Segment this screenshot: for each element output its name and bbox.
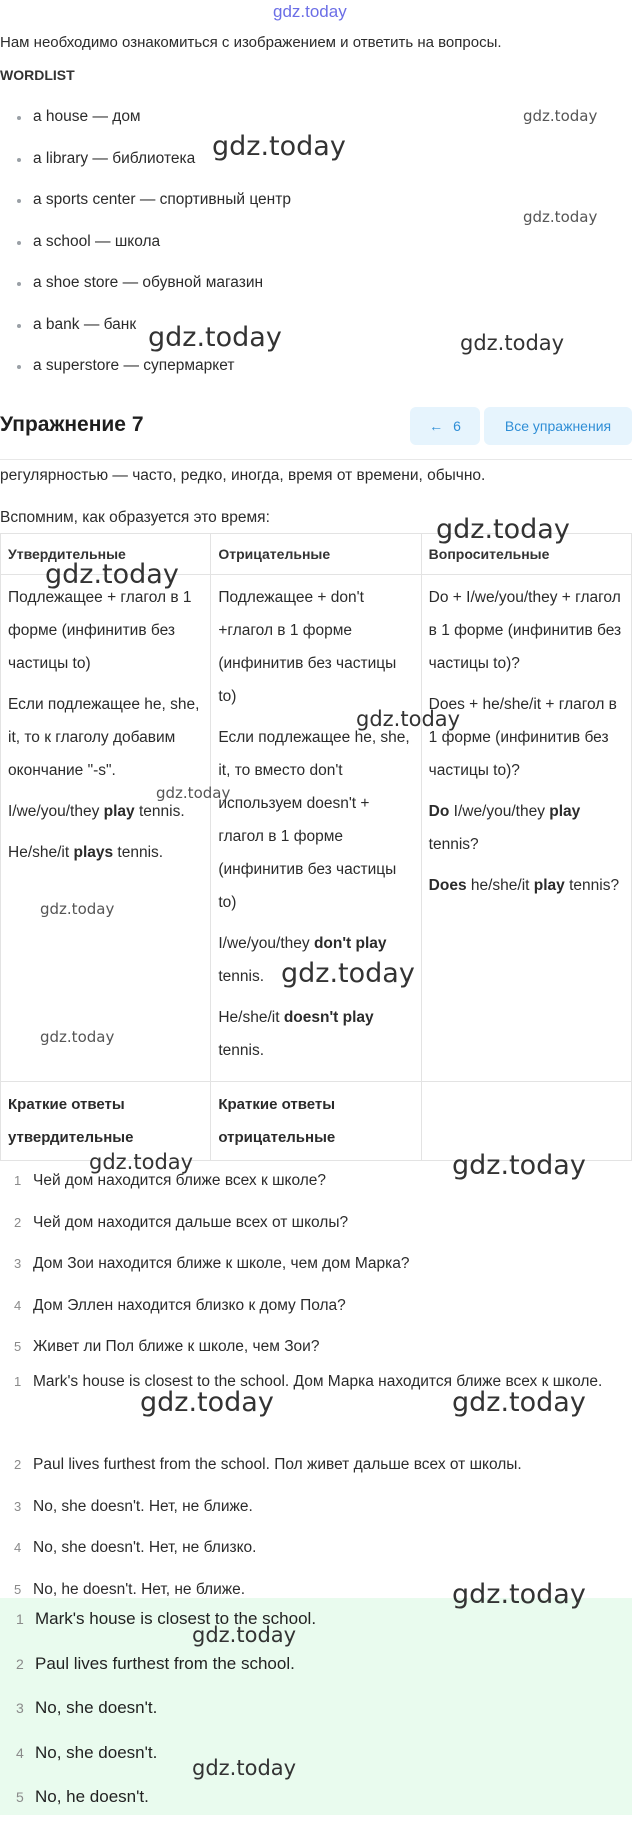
watermark: gdz.today [148, 322, 282, 353]
rule-text: Подлежащее + don't +глагол в 1 форме (инфинитив без частицы to) [218, 589, 397, 705]
table-header: Вопросительные [421, 534, 631, 575]
rule-text: Если подлежащее he, she, it, то к глаголу добавим окончание "-s". [8, 696, 200, 779]
list-item: 3 No, she doesn't. Нет, не ближе. [0, 1490, 610, 1532]
list-item: 1 Mark's house is closest to the school. [0, 1604, 316, 1649]
watermark: gdz.today [523, 107, 598, 125]
item-number: 1 [14, 1374, 22, 1389]
all-exercises-button[interactable]: Все упражнения [484, 407, 632, 445]
answers-list [0, 1365, 610, 1614]
item-number: 3 [16, 1700, 24, 1716]
list-item: 4 No, she doesn't. [0, 1738, 316, 1783]
list-item: a house — дом [0, 108, 291, 150]
table-cell [421, 1082, 631, 1161]
item-number: 1 [14, 1173, 22, 1188]
previous-exercise-button[interactable] [410, 407, 480, 445]
watermark: gdz.today [281, 958, 415, 989]
list-item: 3 No, she doesn't. [0, 1693, 316, 1738]
example: I/we/you/they don't play tennis. [218, 935, 387, 985]
watermark: gdz.today [140, 1387, 274, 1418]
item-number: 3 [14, 1498, 22, 1514]
list-item: 1 Mark's house is closest to the school. Дом Марка находится ближе всех к школе. [0, 1365, 610, 1448]
paragraph: регулярностью — часто, редко, иногда, время от времени, обычно. [0, 467, 486, 484]
item-number: 4 [16, 1744, 24, 1761]
rule-text: Does + he/she/it + глагол в 1 форме (инфинитив без частицы to)? [428, 696, 617, 779]
watermark: gdz.today [356, 707, 461, 731]
wordlist-title: WORDLIST [0, 67, 75, 83]
watermark: gdz.today [40, 1028, 115, 1046]
list-item: 4 No, she doesn't. Нет, не близко. [0, 1531, 610, 1573]
list-item: 5 No, he doesn't. [0, 1782, 316, 1827]
watermark: gdz.today [436, 514, 570, 545]
list-item: a bank — банк [0, 316, 291, 358]
list-item: 3 Дом Зои находится ближе к школе, чем дом Марка? [0, 1251, 410, 1293]
watermark: gdz.today [40, 900, 115, 918]
list-item: a school — школа [0, 233, 291, 275]
intro-text: Нам необходимо ознакомиться с изображением и ответить на вопросы. [0, 34, 502, 51]
example: He/she/it plays tennis. [8, 844, 164, 861]
item-number: 3 [14, 1256, 22, 1271]
list-item: 2 Чей дом находится дальше всех от школы? [0, 1210, 410, 1252]
table-header: Утвердительные [1, 534, 211, 575]
item-number: 5 [14, 1581, 22, 1597]
list-item: 1 Чей дом находится ближе всех к школе? [0, 1168, 410, 1210]
watermark: gdz.today [192, 1756, 297, 1780]
item-number: 4 [14, 1297, 22, 1313]
rule-text: Подлежащее + глагол в 1 форме (инфинитив без частицы to) [8, 589, 192, 672]
item-number: 1 [16, 1611, 24, 1627]
table-cell: Краткие ответы отрицательные [211, 1082, 421, 1161]
example: He/she/it doesn't play tennis. [218, 1009, 374, 1059]
rule-text: Do + I/we/you/they + глагол в 1 форме (инфинитив без частицы to)? [428, 589, 622, 672]
watermark: gdz.today [156, 784, 231, 802]
answer-box [0, 1598, 632, 1815]
table-cell [421, 575, 631, 1082]
table-cell: Краткие ответы утвердительные [1, 1082, 211, 1161]
watermark: gdz.today [452, 1150, 586, 1181]
item-number: 4 [14, 1540, 22, 1555]
watermark: gdz.today [523, 208, 598, 226]
site-logo[interactable]: gdz.today [273, 2, 347, 21]
list-item: 2 Paul lives furthest from the school. Пол живет дальше всех от школы. [0, 1448, 610, 1490]
grammar-table [0, 533, 632, 1161]
wordlist [0, 108, 291, 399]
watermark: gdz.today [212, 131, 346, 162]
exercise-title: Упражнение 7 [0, 413, 144, 436]
item-number: 2 [16, 1655, 24, 1672]
list-item: a shoe store — обувной магазин [0, 274, 291, 316]
rule-text: Если подлежащее he, she, it, то вместо don't используем doesn't + глагол в 1 форме (инфинитив без частицы to) [218, 729, 410, 911]
list-item: a library — библиотека [0, 150, 291, 192]
list-item: 5 Живет ли Пол ближе к школе, чем Зои? [0, 1334, 410, 1376]
list-item: a superstore — супермаркет [0, 357, 291, 399]
item-number: 5 [16, 1789, 24, 1805]
table-cell [1, 575, 211, 1082]
list-item: 4 Дом Эллен находится близко к дому Пола? [0, 1293, 410, 1335]
item-number: 5 [14, 1339, 22, 1354]
table-cell [211, 575, 421, 1082]
item-number: 2 [14, 1214, 22, 1230]
list-item: 5 No, he doesn't. Нет, не ближе. [0, 1573, 610, 1615]
example: Does he/she/it play tennis? [428, 877, 620, 894]
arrow-left-icon: ← [429, 418, 444, 434]
list-item: a sports center — спортивный центр [0, 191, 291, 233]
example: I/we/you/they play tennis. [8, 803, 185, 820]
previous-exercise-number: 6 [453, 418, 461, 434]
example: Do I/we/you/they play tennis? [428, 803, 581, 853]
watermark: gdz.today [192, 1623, 297, 1647]
list-item: 2 Paul lives furthest from the school. [0, 1649, 316, 1694]
watermark: gdz.today [89, 1150, 194, 1174]
item-number: 2 [14, 1457, 22, 1472]
watermark: gdz.today [45, 559, 179, 590]
paragraph: Вспомним, как образуется это время: [0, 509, 270, 526]
watermark: gdz.today [452, 1579, 586, 1610]
watermark: gdz.today [460, 331, 565, 355]
table-header: Отрицательные [211, 534, 421, 575]
watermark: gdz.today [452, 1387, 586, 1418]
divider [0, 459, 632, 460]
final-answers-list [0, 1604, 316, 1827]
questions-list [0, 1168, 410, 1376]
